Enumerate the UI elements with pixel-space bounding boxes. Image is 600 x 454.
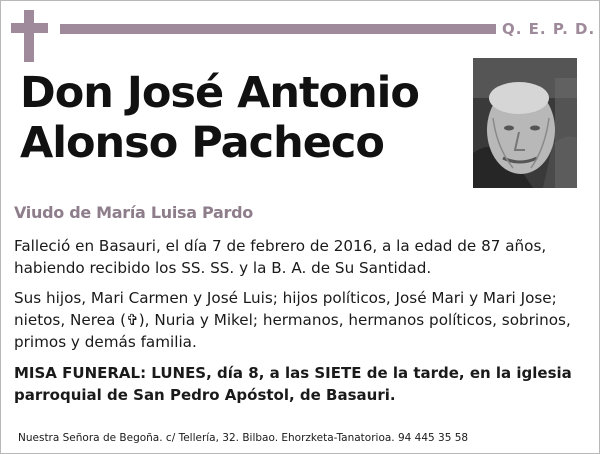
text-line: MISA FUNERAL: LUNES, día 8, a las SIETE de la tarde, en la iglesia — [14, 364, 572, 382]
text-line: Sus hijos, Mari Carmen y José Luis; hijos políticos, José Mari y Mari Jose; — [14, 289, 557, 307]
relation-line: Viudo de María Luisa Pardo — [14, 203, 253, 222]
text-line: primos y demás familia. — [14, 333, 197, 351]
text-line: parroquial de San Pedro Apóstol, de Basauri. — [14, 386, 396, 404]
portrait-image — [473, 58, 577, 188]
cross-icon-bar — [11, 23, 48, 33]
header-rule — [60, 24, 496, 34]
family-list — [14, 287, 589, 353]
text-line: Falleció en Basauri, el día 7 de febrero de 2016, a la edad de 87 años, — [14, 237, 547, 255]
qepd-label: Q. E. P. D. — [502, 20, 596, 38]
name-line-2: Alonso Pacheco — [20, 118, 384, 168]
funeral-home-footer: Nuestra Señora de Begoña. c/ Tellería, 32. Bilbao. Ehorzketa-Tanatorioa. 94 445 35 58 — [18, 432, 469, 444]
name-line-1: Don José Antonio — [20, 68, 419, 118]
death-announcement — [14, 235, 589, 279]
funeral-mass-info — [14, 362, 589, 406]
text-line: habiendo recibido los SS. SS. y la B. A. de Su Santidad. — [14, 259, 432, 277]
text-line: nietos, Nerea (✞), Nuria y Mikel; hermanos, hermanos políticos, sobrinos, — [14, 311, 571, 329]
deceased-name — [20, 68, 419, 168]
cross-icon — [24, 10, 34, 62]
portrait-photo — [473, 58, 577, 188]
